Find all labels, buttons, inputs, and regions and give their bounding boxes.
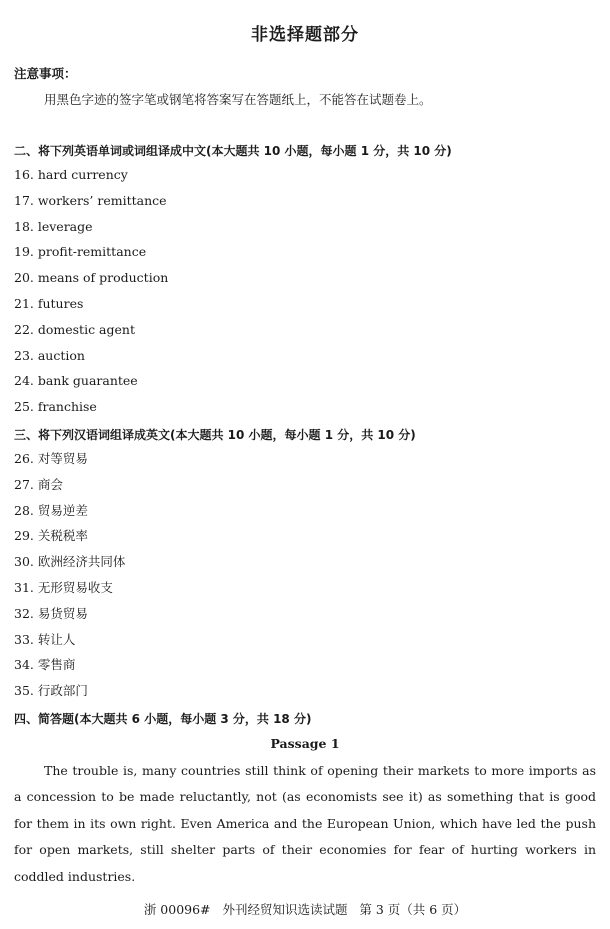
list-item: 32. 易货贸易 [14,605,88,621]
list-item: 24. bank guarantee [14,373,138,389]
section-2-list [14,162,168,420]
passage-title: Passage 1 [270,736,340,751]
list-item: 28. 贸易逆差 [14,502,88,518]
list-item: 20. means of production [14,270,169,286]
list-item: 23. auction [14,347,85,363]
section-4-heading: 四、简答题(本大题共 6 小题，每小题 3 分，共 18 分) [14,712,312,726]
list-item: 31. 无形贸易收支 [14,579,113,595]
list-item: 26. 对等贸易 [14,451,88,466]
list-item: 22. domestic agent [14,321,135,337]
list-item: 18. leverage [14,218,93,234]
page-footer: 浙 00096# 外刊经贸知识选读试题 第 3 页（共 6 页） [143,902,467,917]
list-item: 17. workers’ remittance [14,192,167,208]
list-item: 34. 零售商 [14,657,76,673]
list-item: 16. hard currency [14,167,128,182]
page-title: 非选择题部分 [251,25,359,45]
passage-text: The trouble is, many countries still think of opening their markets to more imports as a concession to be made reluctantly, not (as economists see it) as something that is good for them in its own right. Even America and the European Union, which have led the push for open markets, still shelter parts of their economies for fear of hurting workers in coddled industries. [14,763,596,884]
section-2-heading: 二、将下列英语单词或词组译成中文(本大题共 10 小题，每小题 1 分，共 10 分) [14,144,452,158]
list-item: 29. 关税税率 [14,528,88,544]
section-3-list [14,446,125,704]
list-item: 33. 转让人 [14,631,76,647]
list-item: 21. futures [14,295,84,311]
list-item: 25. franchise [14,399,97,415]
list-item: 30. 欧洲经济共同体 [14,554,126,570]
list-item: 35. 行政部门 [14,683,88,699]
section-3-heading: 三、将下列汉语词组译成英文(本大题共 10 小题，每小题 1 分，共 10 分) [14,428,416,442]
notice-label: 注意事项： [14,66,77,81]
notice-text: 用黑色字迹的签字笔或钢笔将答案写在答题纸上，不能答在试题卷上。 [44,92,432,107]
list-item: 19. profit-remittance [14,244,147,260]
list-item: 27. 商会 [14,476,63,492]
